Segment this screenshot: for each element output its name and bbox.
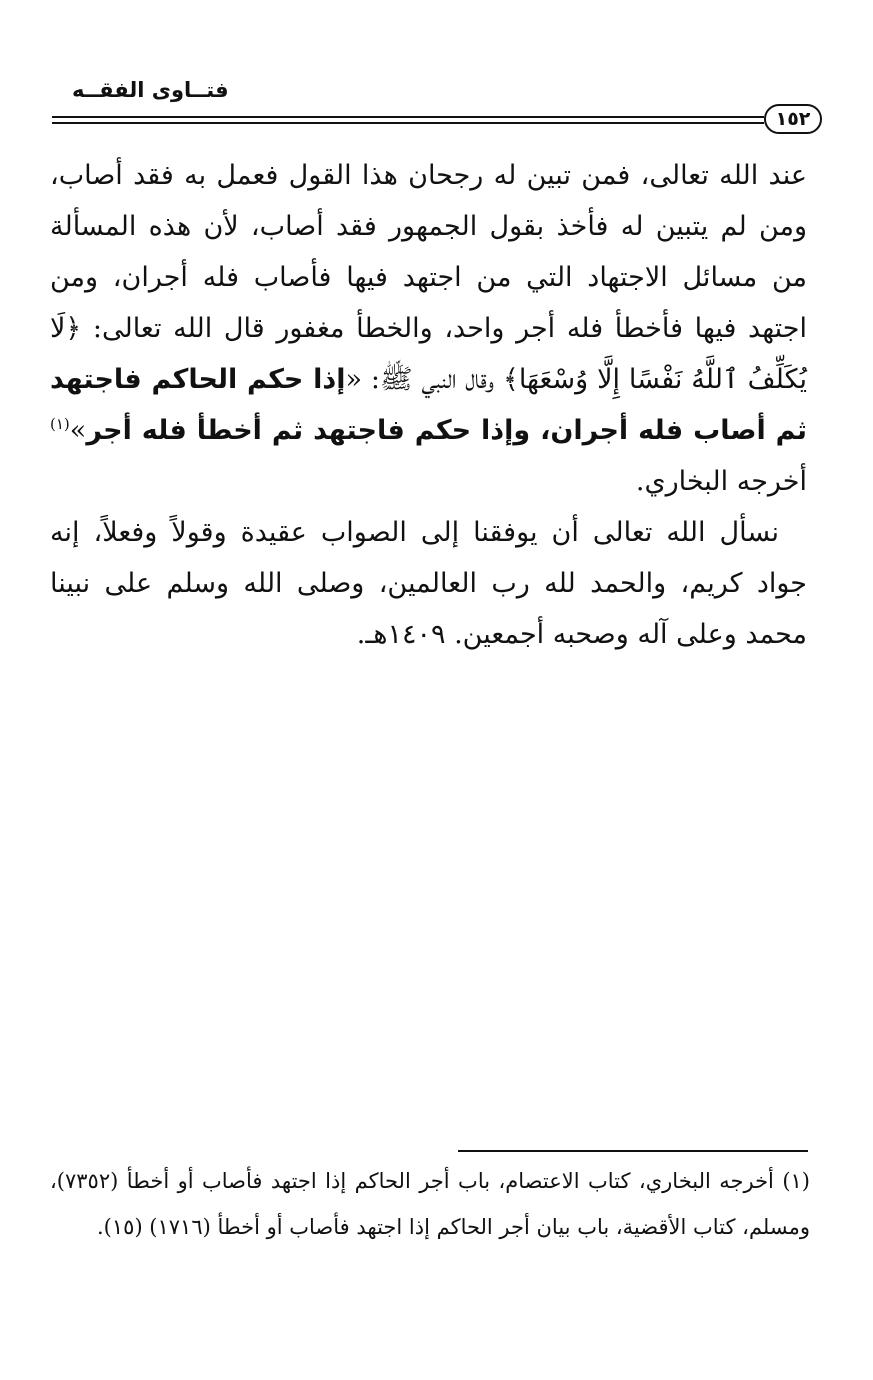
- footnote-text: (١) أخرجه البخاري، كتاب الاعتصام، باب أجر الحاكم إذا اجتهد فأصاب أو أخطأ (٧٣٥٢)، ومسلم، كتاب الأقضية، باب بيان أجر الحاكم إذا اجتهد فأصاب أو أخطأ (١٧١٦) (١٥).: [50, 1169, 810, 1239]
- header-rule-top: [52, 116, 764, 118]
- paragraph-1-text-b: وقال النبي ﷺ: «: [345, 364, 503, 395]
- header-rule-bottom: [52, 122, 764, 124]
- paragraph-2: نسأل الله تعالى أن يوفقنا إلى الصواب عقيدة وقولاً وفعلاً، إنه جواد كريم، والحمد لله رب العالمين، وصلى الله وسلم على نبينا محمد وعلى آله وصحبه أجمعين. ١٤٠٩هـ.: [50, 517, 807, 650]
- paragraph-1-text-a: عند الله تعالى، فمن تبين له رجحان هذا القول فعمل به فقد أصاب، ومن لم يتبين له فأخذ بقول الجمهور فقد أصاب، لأن هذه المسألة من مسائل الاجتهاد التي من اجتهد فيها فأصاب فله أجران، ومن اجتهد فيها فأخطأ فله أجر واحد، والخطأ مغفور قال الله تعالى:: [50, 160, 807, 344]
- main-text: [50, 150, 807, 660]
- paragraph-1: [50, 150, 807, 507]
- footnote-divider: [458, 1150, 808, 1152]
- footnote-reference: (١): [50, 415, 70, 433]
- page-number: ١٥٢: [764, 104, 822, 134]
- quran-verse: ﴿لَا يُكَلِّفُ ٱللَّهُ نَفْسًا إِلَّا وُسْعَهَا﴾: [50, 313, 807, 395]
- hadith-close: »: [69, 415, 87, 446]
- running-title: فتــاوى الفقــه: [72, 78, 229, 102]
- footnote: [50, 1158, 810, 1250]
- paragraph-1-text-c: أخرجه البخاري.: [635, 466, 807, 497]
- hadith-quote: إذا حكم الحاكم فاجتهد ثم أصاب فله أجران، وإذا حكم فاجتهد ثم أخطأ فله أجر: [50, 364, 807, 446]
